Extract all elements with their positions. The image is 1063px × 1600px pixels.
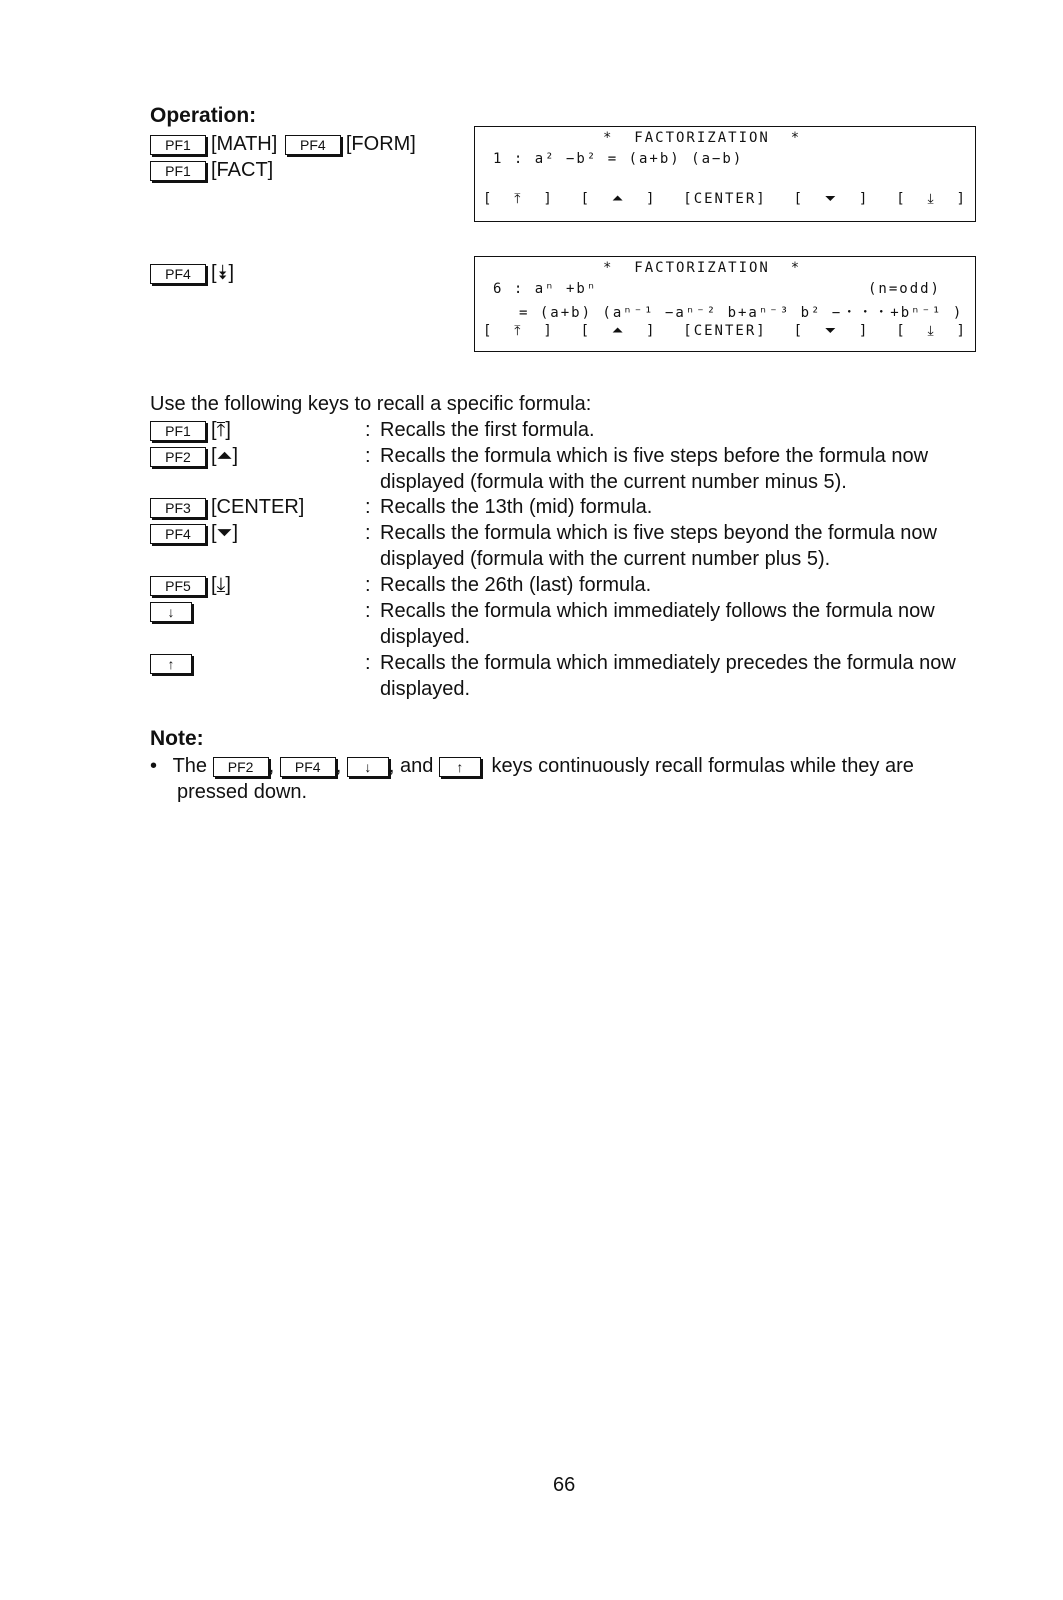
recall-description: Recalls the 13th (mid) formula.	[380, 496, 653, 518]
colon: :	[365, 419, 371, 441]
softkey-bar	[483, 191, 967, 207]
pf4-key[interactable]: PF4	[150, 264, 206, 284]
recall-description: Recalls the formula which immediately follows the formula now displayed.	[380, 600, 935, 648]
note-text-rest: keys continuously recall formulas while they are	[491, 755, 914, 777]
recall-item-last	[0, 572, 1063, 598]
colon: :	[365, 496, 371, 518]
down-arrow-key[interactable]: ↓	[347, 757, 389, 777]
softkey-forward5: [ ⏷ ]	[793, 323, 870, 339]
calculator-screen-1	[474, 126, 976, 222]
pf4-key[interactable]: PF4	[150, 524, 206, 544]
colon: :	[365, 574, 371, 596]
softkey-center: [CENTER]	[683, 323, 767, 339]
softkey-center: [CENTER]	[683, 191, 767, 207]
softkey-last: [ ⤓ ]	[896, 191, 967, 207]
form-label: [FORM]	[345, 133, 416, 155]
colon: :	[365, 522, 371, 544]
pf5-key[interactable]: PF5	[150, 576, 206, 596]
recall-item-next	[0, 598, 1063, 650]
page-down-label: [⯯]	[211, 262, 235, 284]
operation-line-1	[150, 131, 416, 157]
screen-expansion: = (a+b) (aⁿ⁻¹ −aⁿ⁻² b+aⁿ⁻³ b² −・・・+bⁿ⁻¹ )	[519, 305, 964, 321]
softkey-back5: [ ⏶ ]	[580, 323, 657, 339]
operation-line-2	[150, 157, 273, 183]
colon: :	[365, 445, 371, 467]
pf2-key[interactable]: PF2	[213, 757, 269, 777]
key-label: [⏷]	[211, 522, 239, 544]
softkey-forward5: [ ⏷ ]	[793, 191, 870, 207]
recall-intro: Use the following keys to recall a specific formula:	[150, 393, 592, 415]
key-label: [⤒]	[211, 419, 231, 441]
calculator-screen-2	[474, 256, 976, 352]
pf2-key[interactable]: PF2	[150, 447, 206, 467]
recall-item-back5	[0, 443, 1063, 495]
recall-item-forward5	[0, 520, 1063, 572]
screen-title: * FACTORIZATION *	[603, 260, 802, 276]
key-label: [⤓]	[211, 574, 231, 596]
bullet: •	[150, 755, 158, 777]
note-text-the: The	[172, 755, 208, 777]
colon: :	[365, 600, 371, 622]
recall-description: Recalls the formula which is five steps before the formula now displayed (formula with the current number minus 5).	[380, 445, 929, 493]
math-label: [MATH]	[211, 133, 278, 155]
recall-description: Recalls the first formula.	[380, 419, 595, 441]
recall-item-center	[0, 494, 1063, 520]
down-arrow-key[interactable]: ↓	[150, 602, 192, 622]
screen-condition: (n=odd)	[867, 281, 941, 297]
recall-item-first	[0, 417, 1063, 443]
softkey-first: [ ⤒ ]	[483, 191, 554, 207]
operation-heading: Operation:	[150, 104, 257, 127]
page-number: 66	[553, 1474, 576, 1496]
softkey-bar	[483, 323, 967, 339]
operation-line-3	[150, 260, 234, 286]
note-continuation: pressed down.	[177, 781, 308, 803]
key-label: [⏶]	[211, 445, 239, 467]
note-bullet: • The PF2 , PF4 , ↓ , and ↑ keys continuously recall formulas while they are	[150, 755, 914, 777]
softkey-last: [ ⤓ ]	[896, 323, 967, 339]
recall-description: Recalls the 26th (last) formula.	[380, 574, 652, 596]
screen-title: * FACTORIZATION *	[603, 130, 802, 146]
recall-item-previous	[0, 650, 1063, 702]
softkey-back5: [ ⏶ ]	[580, 191, 657, 207]
pf4-key[interactable]: PF4	[285, 135, 341, 155]
colon: :	[365, 652, 371, 674]
recall-description: Recalls the formula which is five steps beyond the formula now displayed (formula with the current number plus 5).	[380, 522, 937, 570]
pf4-key[interactable]: PF4	[280, 757, 336, 777]
up-arrow-key[interactable]: ↑	[439, 757, 481, 777]
key-label: [CENTER]	[211, 496, 305, 518]
softkey-first: [ ⤒ ]	[483, 323, 554, 339]
note-heading: Note:	[150, 727, 204, 750]
note-text-and: and	[399, 755, 434, 777]
screen-formula: 6 : aⁿ +bⁿ	[493, 281, 598, 297]
pf1-key[interactable]: PF1	[150, 421, 206, 441]
pf1-key[interactable]: PF1	[150, 161, 206, 181]
pf3-key[interactable]: PF3	[150, 498, 206, 518]
fact-label: [FACT]	[211, 159, 274, 181]
recall-description: Recalls the formula which immediately precedes the formula now displayed.	[380, 652, 956, 700]
up-arrow-key[interactable]: ↑	[150, 654, 192, 674]
screen-formula: 1 : a² −b² = (a+b) (a−b)	[493, 151, 744, 167]
pf1-key[interactable]: PF1	[150, 135, 206, 155]
